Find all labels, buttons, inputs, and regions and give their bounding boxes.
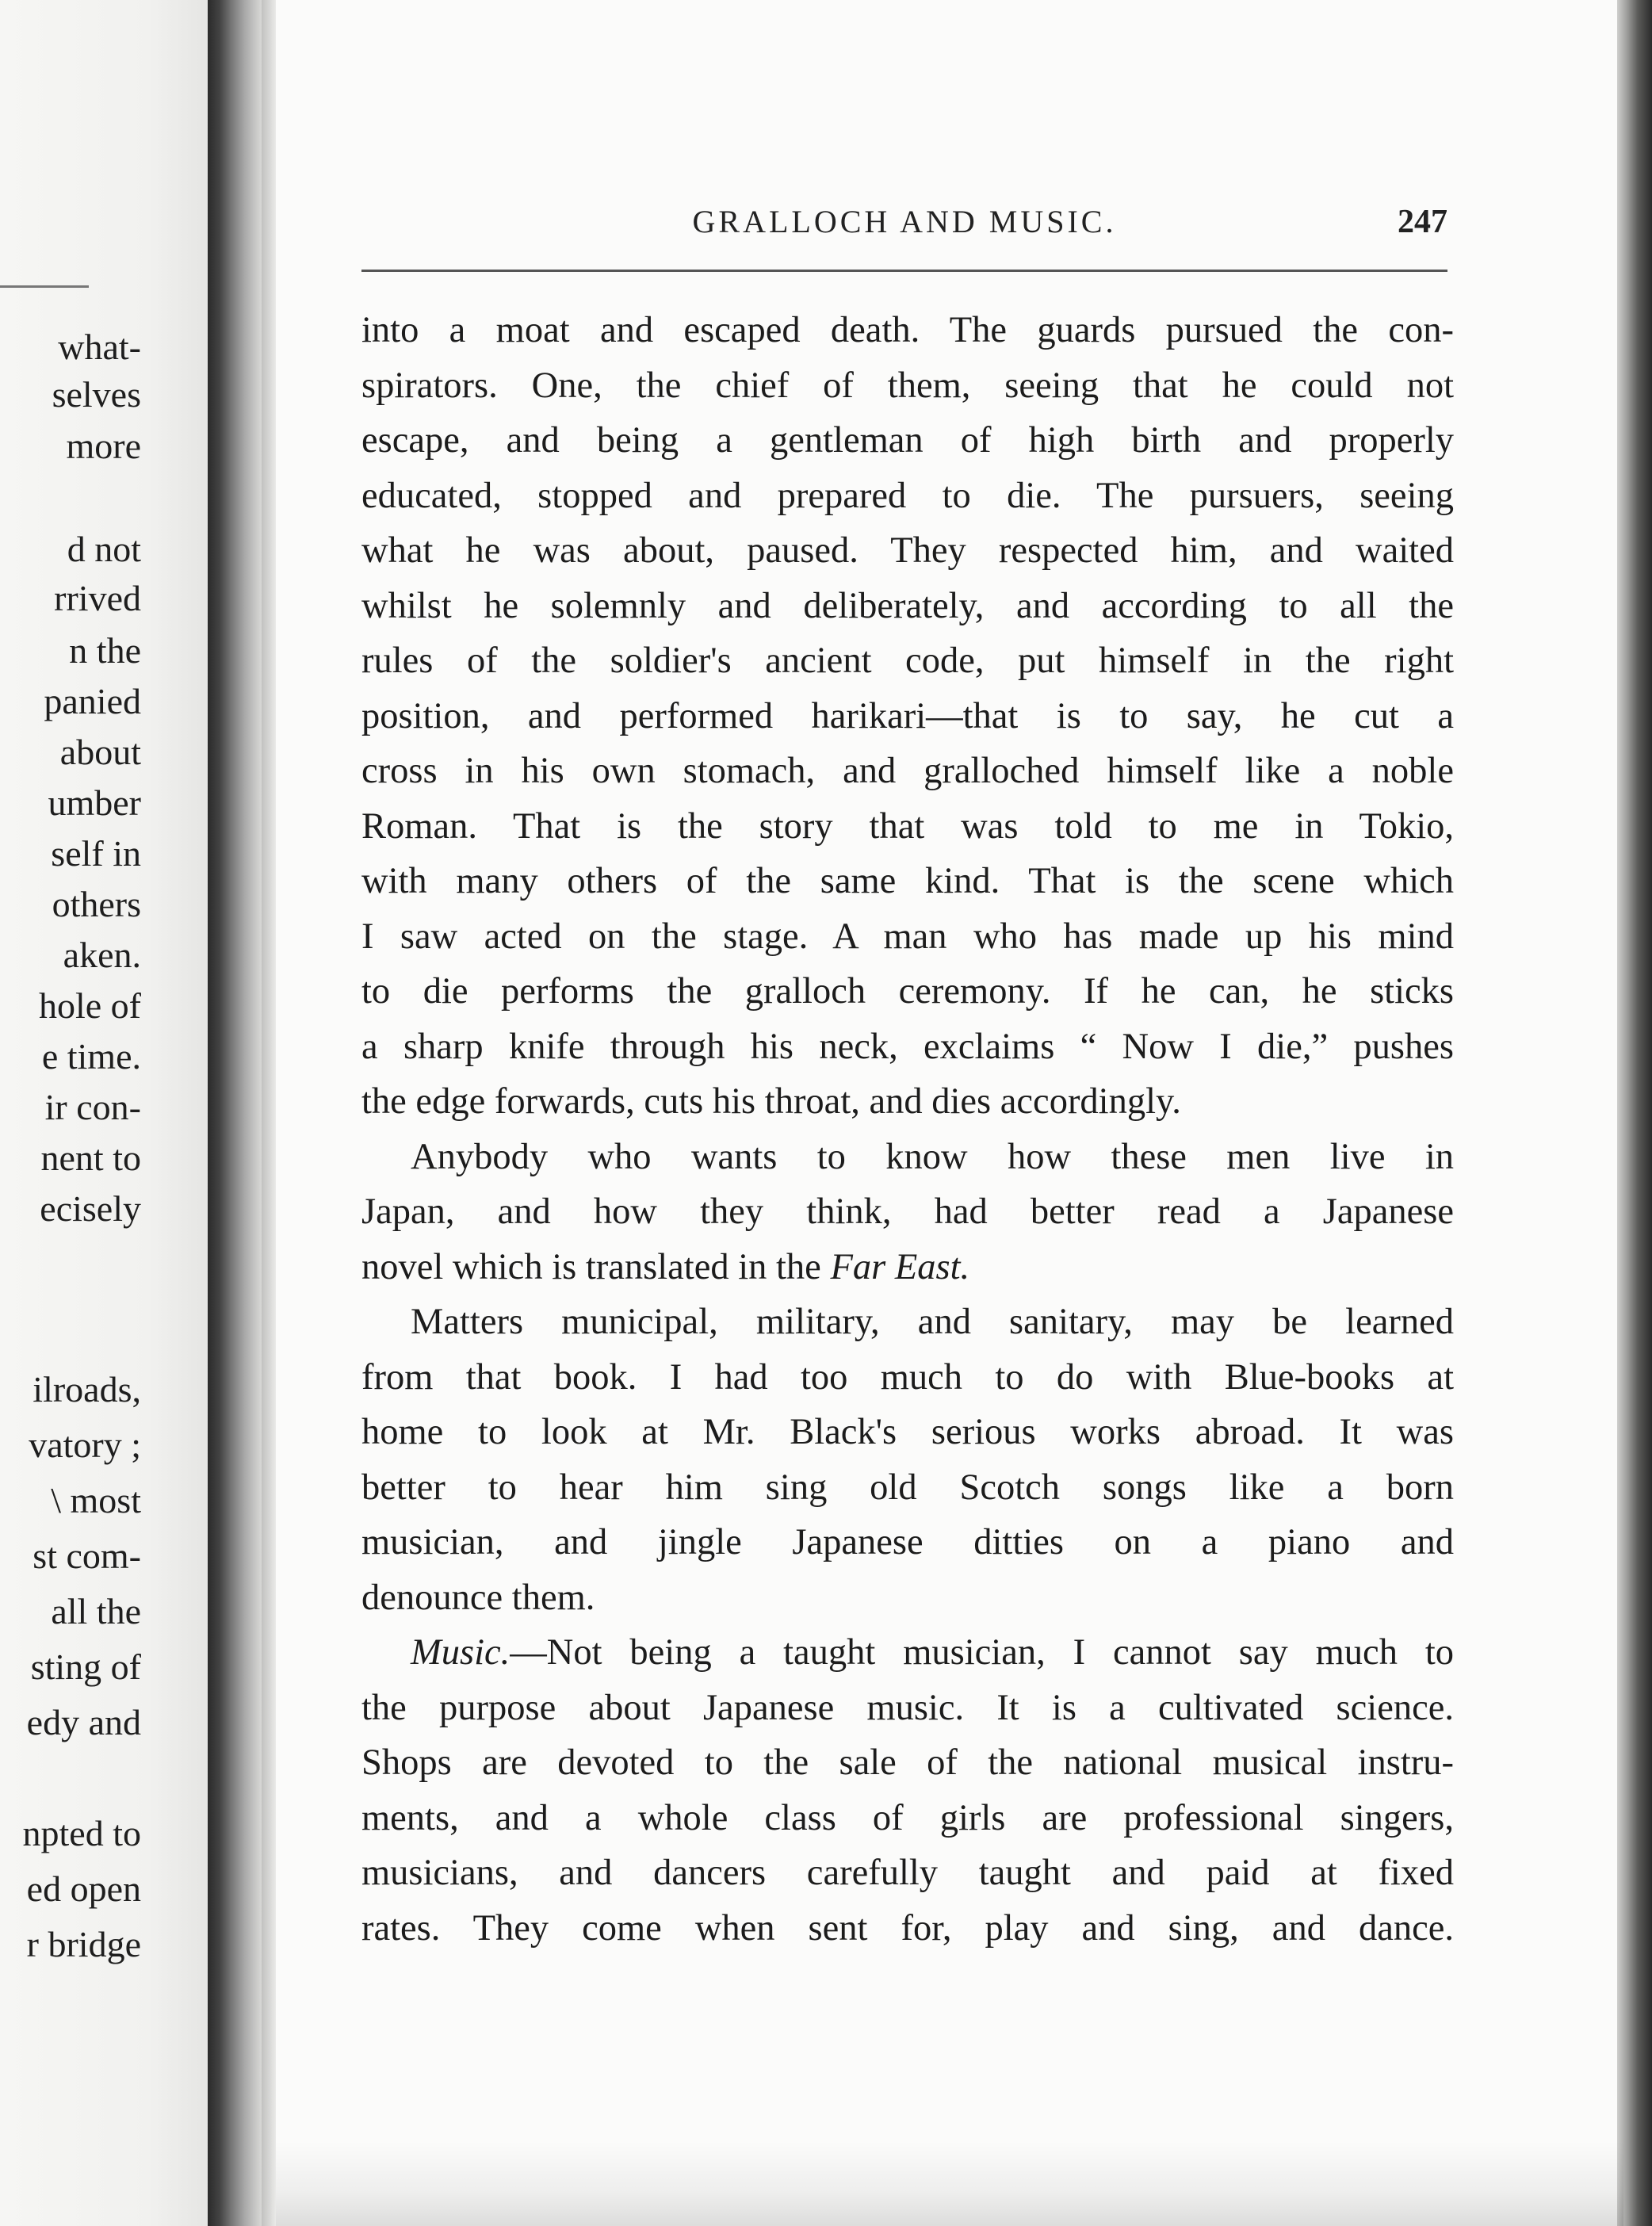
section-heading-music: Music. — [411, 1632, 511, 1673]
left-page-line: d not — [67, 529, 141, 569]
text-line: cross in his own stomach, and gralloched himself like a noble — [361, 751, 1454, 791]
text-line: from that book. I had too much to do with Blue-books at — [361, 1356, 1454, 1398]
text-line: Anybody who wants to know how these men live in — [411, 1136, 1454, 1177]
left-page-line: about — [59, 732, 141, 772]
body-text — [361, 303, 1454, 1956]
left-page-line: nent to — [40, 1138, 141, 1178]
text-line: musicians, and dancers carefully taught and paid at fixed — [361, 1853, 1454, 1893]
left-page-line: umber — [48, 782, 141, 823]
text-line: Shops are devoted to the sale of the national musical instru- — [361, 1742, 1454, 1783]
left-page-line: ecisely — [40, 1188, 141, 1229]
left-page-line: st com- — [33, 1536, 141, 1576]
text-line: rates. They come when sent for, play and sing, and dance. — [361, 1907, 1454, 1949]
text-line-segment: —Not being a taught musician, I cannot say much to — [510, 1632, 1454, 1673]
text-line — [361, 1625, 1454, 1681]
left-page-line: ilroads, — [33, 1369, 141, 1409]
text-line: Matters municipal, military, and sanitary, may be learned — [411, 1302, 1454, 1342]
text-line-segment: novel which is translated in the — [361, 1246, 831, 1287]
text-line: spirators. One, the chief of them, seeing that he could not — [361, 365, 1454, 406]
left-page-line: r bridge — [26, 1924, 141, 1964]
left-page-line: others — [52, 884, 141, 924]
text-line: educated, stopped and prepared to die. The pursuers, seeing — [361, 475, 1454, 516]
text-line: position, and performed harikari—that is to say, he cut a — [361, 695, 1454, 736]
left-page-line: hole of — [38, 985, 141, 1026]
left-page-line: what- — [58, 327, 141, 367]
left-page-line: selves — [52, 374, 141, 415]
left-page-line: self in — [51, 833, 141, 874]
text-line: musician, and jingle Japanese ditties on a piano and — [361, 1522, 1454, 1562]
left-page-line: sting of — [30, 1647, 141, 1687]
page-edge — [1617, 0, 1652, 2226]
text-line: with many others of the same kind. That is the scene which — [361, 861, 1454, 901]
text-line: the purpose about Japanese music. It is a cultivated science. — [361, 1687, 1454, 1728]
left-header-rule — [0, 285, 89, 288]
text-line: Roman. That is the story that was told to me in Tokio, — [361, 805, 1454, 847]
left-page-line: aken. — [63, 935, 141, 975]
left-page-line: edy and — [26, 1702, 141, 1742]
left-page-line: vatory ; — [29, 1425, 141, 1465]
running-header-title: GRALLOCH AND MUSIC. — [692, 204, 1117, 239]
left-page-line: ed open — [26, 1868, 141, 1909]
header-rule — [361, 270, 1447, 272]
text-line: Japan, and how they think, had better read a Japanese — [361, 1191, 1454, 1232]
text-line: whilst he solemnly and deliberately, and according to all the — [361, 585, 1454, 626]
book-title-far-east: Far East. — [830, 1246, 970, 1287]
text-line: what he was about, paused. They respected him, and waited — [361, 530, 1454, 571]
left-page-line: ir con- — [44, 1087, 141, 1127]
left-page-line: npted to — [22, 1813, 141, 1853]
text-line: rules of the soldier's ancient code, put himself in the right — [361, 641, 1454, 681]
left-page-line: more — [66, 426, 141, 466]
left-page-line: \ most — [51, 1480, 141, 1520]
text-line: I saw acted on the stage. A man who has made up his mind — [361, 916, 1454, 957]
left-page-line: e time. — [41, 1036, 141, 1077]
page-number: 247 — [1398, 204, 1447, 240]
text-line: ments, and a whole class of girls are professional singers, — [361, 1797, 1454, 1838]
text-line: the edge forwards, cuts his throat, and dies accordingly. — [361, 1081, 1181, 1122]
left-page-line: all the — [51, 1591, 141, 1631]
text-line: better to hear him sing old Scotch songs like a born — [361, 1467, 1454, 1508]
left-facing-page — [0, 0, 214, 2226]
left-page-line: n the — [69, 630, 141, 671]
text-line: to die performs the gralloch ceremony. If he can, he sticks — [361, 971, 1454, 1012]
left-page-line: rrived — [54, 578, 141, 618]
running-header — [361, 200, 1447, 247]
text-line: escape, and being a gentleman of high birth and properly — [361, 420, 1454, 461]
text-line — [361, 1240, 1454, 1295]
text-line: home to look at Mr. Black's serious works abroad. It was — [361, 1412, 1454, 1452]
text-line: into a moat and escaped death. The guards pursued the con- — [361, 310, 1454, 350]
left-page-line: panied — [44, 681, 141, 721]
text-line: a sharp knife through his neck, exclaims “ Now I die,” pushes — [361, 1026, 1454, 1067]
page-bottom-shadow — [276, 2140, 1623, 2226]
text-line: denounce them. — [361, 1577, 595, 1618]
